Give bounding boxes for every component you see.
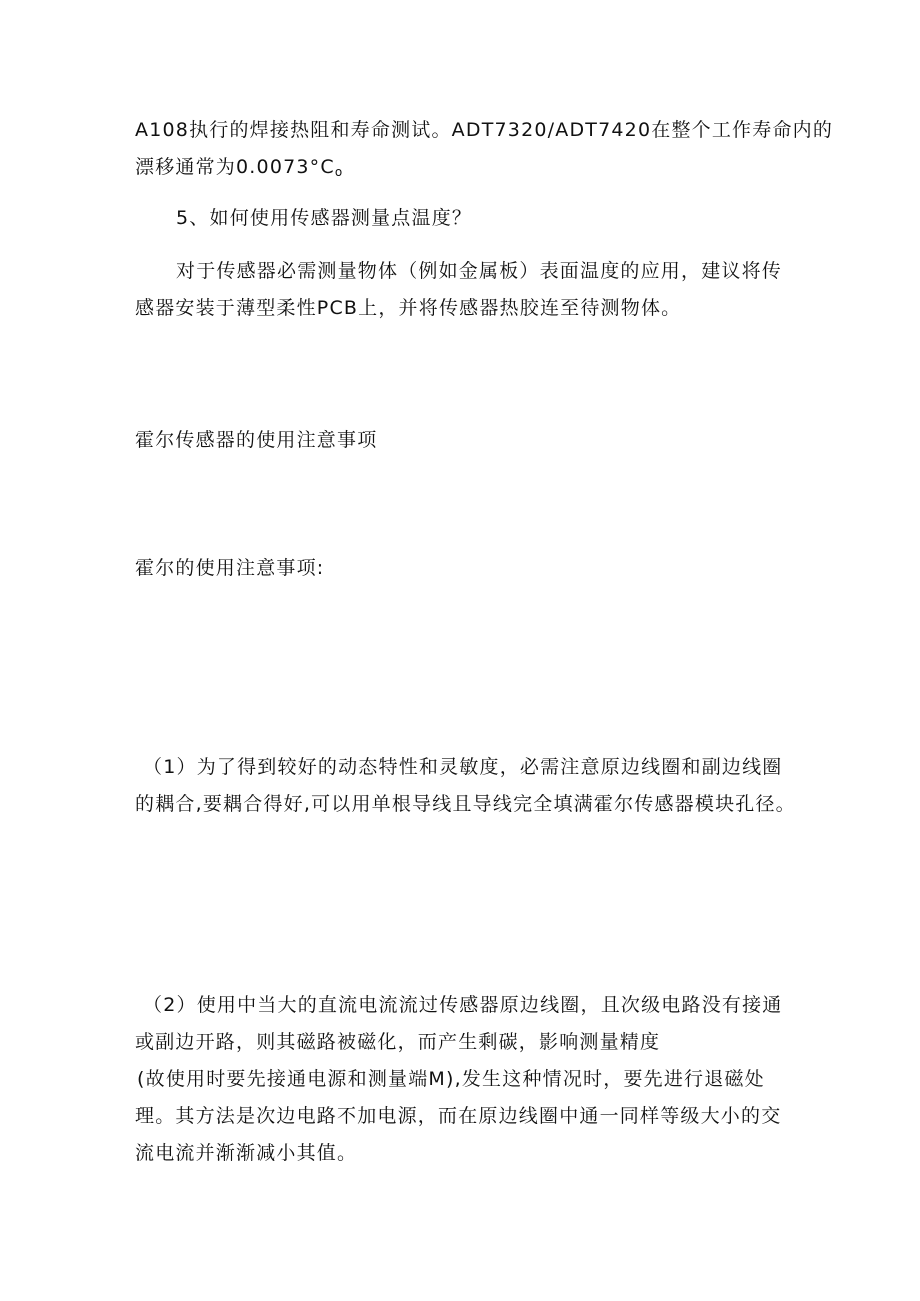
list-item-line: 流电流并渐渐减小其值。 xyxy=(135,1142,358,1164)
question-heading: 5、如何使用传感器测量点温度？ xyxy=(176,207,473,229)
list-item-line: (故使用时要先接通电源和测量端M),发生这种情况时，要先进行退磁处 xyxy=(137,1068,765,1090)
list-item-line: 的耦合,要耦合得好,可以用单根导线且导线完全填满霍尔传感器模块孔径。 xyxy=(135,793,796,815)
list-item-line: 或副边开路，则其磁路被磁化，而产生剩碳，影响测量精度 xyxy=(135,1031,661,1053)
list-item-line: （1）为了得到较好的动态特性和灵敏度，必需注意原边线圈和副边线圈 xyxy=(143,756,783,778)
paragraph-line: 对于传感器必需测量物体（例如金属板）表面温度的应用，建议将传 xyxy=(176,260,783,282)
section-subheading: 霍尔的使用注意事项: xyxy=(135,557,325,579)
section-heading: 霍尔传感器的使用注意事项 xyxy=(135,429,378,451)
paragraph-line: A108执行的焊接热阻和寿命测试。ADT7320/ADT7420在整个工作寿命内的 xyxy=(135,119,834,141)
list-item-line: （2）使用中当大的直流电流流过传感器原边线圈，且次级电路没有接通 xyxy=(143,994,783,1016)
paragraph-line xyxy=(135,155,343,184)
paragraph-line: 感器安装于薄型柔性PCB上，并将传感器热胶连至待测物体。 xyxy=(135,297,682,319)
list-item-line: 理。其方法是次边电路不加电源，而在原边线圈中通一同样等级大小的交 xyxy=(135,1105,782,1127)
subscript-text: o xyxy=(334,165,344,179)
text-run: 漂移通常为0.0073°C xyxy=(135,156,335,178)
